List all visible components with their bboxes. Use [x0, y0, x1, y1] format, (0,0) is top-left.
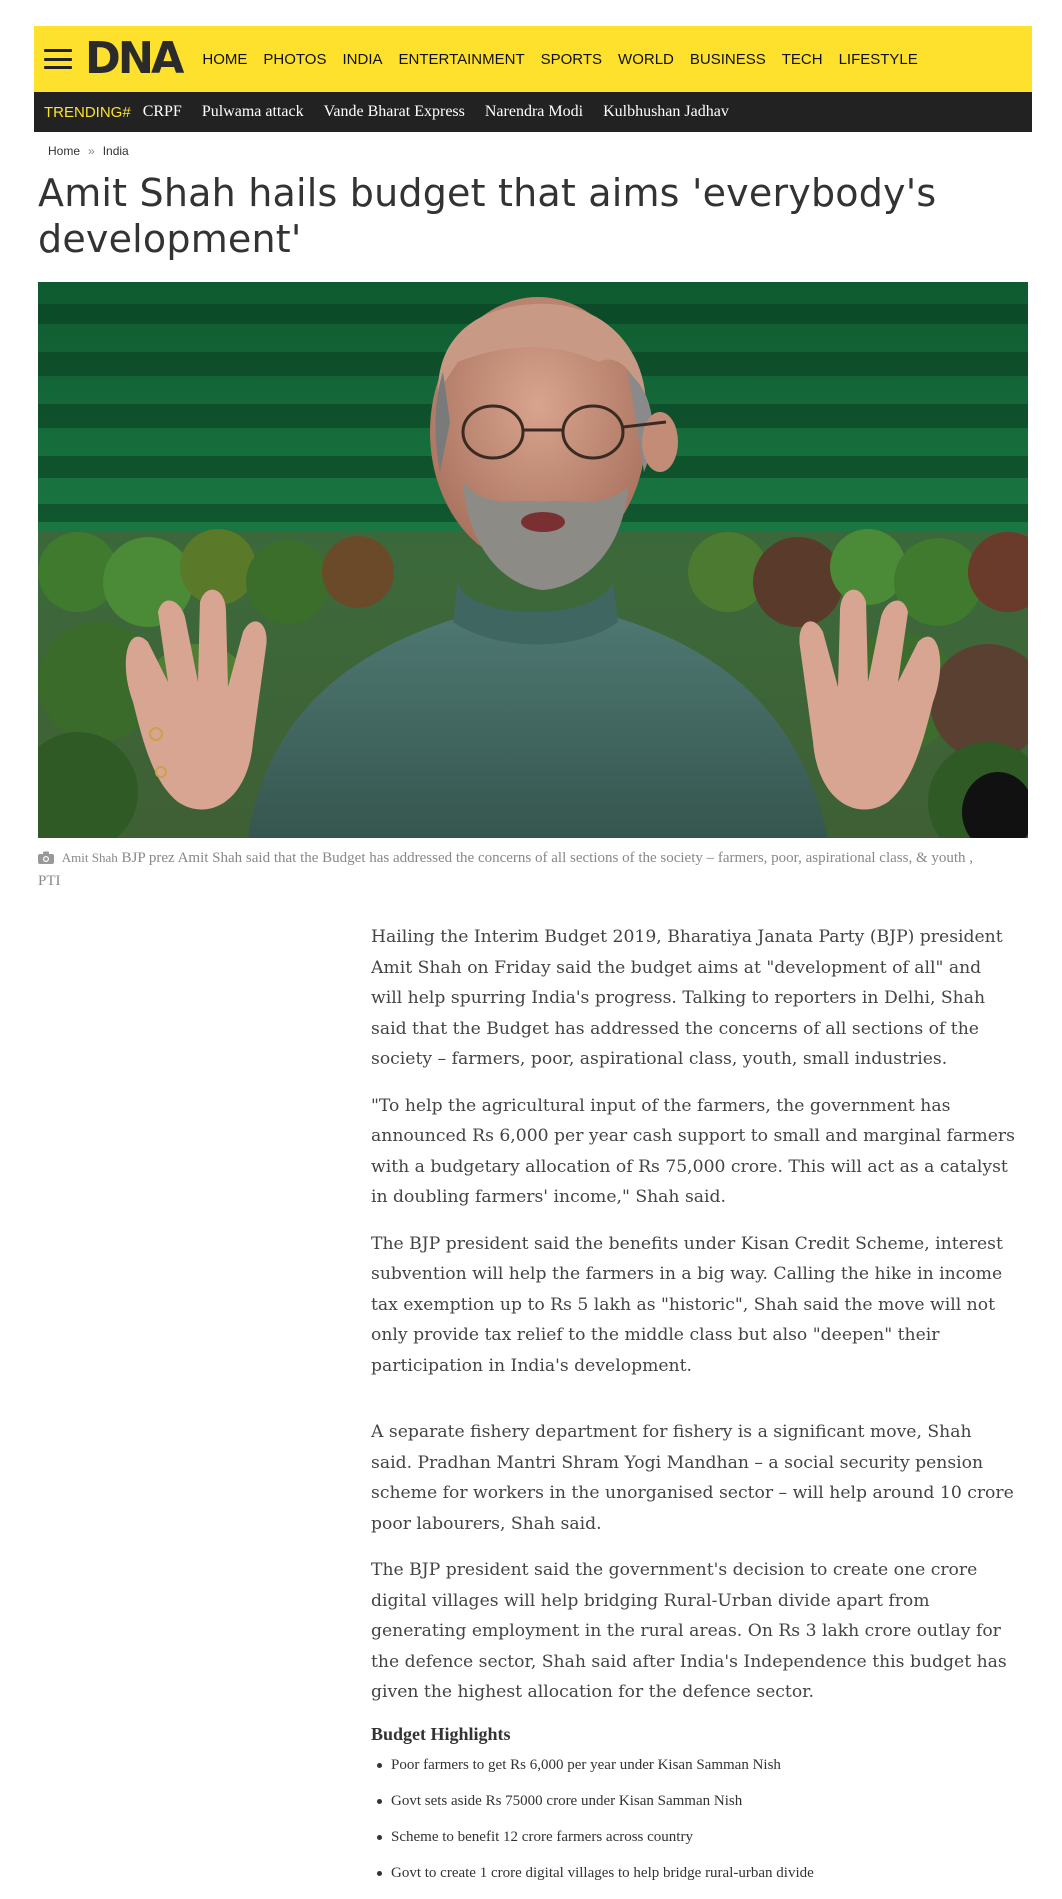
image-caption	[38, 846, 998, 893]
article-paragraph: A separate fishery department for fishery is a significant move, Shah said. Pradhan Mantri Shram Yogi Mandhan – a social security pension scheme for workers in the unorganised sector – will help around 10 crore poor labourers, Shah said.	[371, 1422, 1014, 1534]
nav-entertainment[interactable]: ENTERTAINMENT	[398, 50, 525, 68]
article-paragraph: The BJP president said the benefits under Kisan Credit Scheme, interest subvention will help the farmers in a big way. Calling the hike in income tax exemption up to Rs 5 lakh as "historic", Shah said the move will not only provide tax relief to the middle class but also "deepen" their participation in India's development.	[371, 1233, 1003, 1376]
menu-icon[interactable]	[44, 49, 72, 69]
article-body	[371, 922, 1016, 1899]
breadcrumb-separator: »	[88, 144, 95, 158]
nav-tech[interactable]: TECH	[781, 50, 823, 68]
caption-text: BJP prez Amit Shah said that the Budget has addressed the concerns of all sections of the society – farmers, poor, aspirational class, & youth , PTI	[38, 850, 974, 889]
main-nav	[202, 51, 933, 68]
trending-link[interactable]: CRPF	[142, 103, 182, 120]
site-header	[34, 26, 1032, 92]
trending-link[interactable]: Kulbhushan Jadhav	[603, 103, 729, 120]
nav-india[interactable]: INDIA	[342, 50, 383, 68]
breadcrumb-india[interactable]: India	[102, 144, 129, 158]
nav-lifestyle[interactable]: LIFESTYLE	[838, 50, 918, 68]
nav-world[interactable]: WORLD	[618, 50, 674, 68]
list-item: Govt sets aside Rs 75000 crore under Kisan Samman Nish	[371, 1791, 1016, 1811]
trending-bar	[34, 92, 1032, 132]
article-paragraph: The BJP president said the government's decision to create one crore digital villages will help bridging Rural-Urban divide apart from generating employment in the rural areas. On Rs 3 lakh crore outlay for the defence sector, Shah said after India's Independence this budget has given the highest allocation for the defence sector.	[371, 1560, 1007, 1702]
nav-photos[interactable]: PHOTOS	[263, 50, 327, 68]
highlights-title: Budget Highlights	[371, 1723, 511, 1744]
caption-name: Amit Shah	[61, 850, 118, 865]
breadcrumb	[48, 144, 129, 158]
highlights-list	[371, 1755, 1016, 1883]
nav-business[interactable]: BUSINESS	[689, 50, 766, 68]
article-title: Amit Shah hails budget that aims 'everybody's development'	[38, 171, 937, 261]
camera-icon	[38, 851, 54, 864]
hero-image	[38, 282, 1028, 838]
article-paragraph: Hailing the Interim Budget 2019, Bharatiya Janata Party (BJP) president Amit Shah on Friday said the budget aims at "development of all" and will help spurring India's progress. Talking to reporters in Delhi, Shah said that the Budget has addressed the concerns of all sections of the society – farmers, poor, aspirational class, youth, small industries.	[371, 927, 1003, 1069]
breadcrumb-home[interactable]: Home	[48, 144, 81, 158]
site-logo[interactable]: DNA	[84, 33, 182, 84]
trending-link[interactable]: Vande Bharat Express	[323, 103, 465, 120]
hero-photo	[38, 282, 1028, 838]
trending-link[interactable]: Pulwama attack	[201, 103, 304, 120]
list-item: Scheme to benefit 12 crore farmers across country	[371, 1827, 1016, 1847]
list-item: Govt to create 1 crore digital villages to help bridge rural-urban divide	[371, 1863, 1016, 1883]
trending-label: TRENDING#	[44, 103, 131, 121]
list-item: Poor farmers to get Rs 6,000 per year under Kisan Samman Nish	[371, 1755, 1016, 1775]
trending-link[interactable]: Narendra Modi	[484, 103, 584, 120]
nav-home[interactable]: HOME	[202, 50, 248, 68]
article-paragraph: "To help the agricultural input of the farmers, the government has announced Rs 6,000 per year cash support to small and marginal farmers with a budgetary allocation of Rs 75,000 crore. This will act as a catalyst in doubling farmers' income," Shah said.	[371, 1095, 1015, 1207]
nav-sports[interactable]: SPORTS	[540, 50, 603, 68]
